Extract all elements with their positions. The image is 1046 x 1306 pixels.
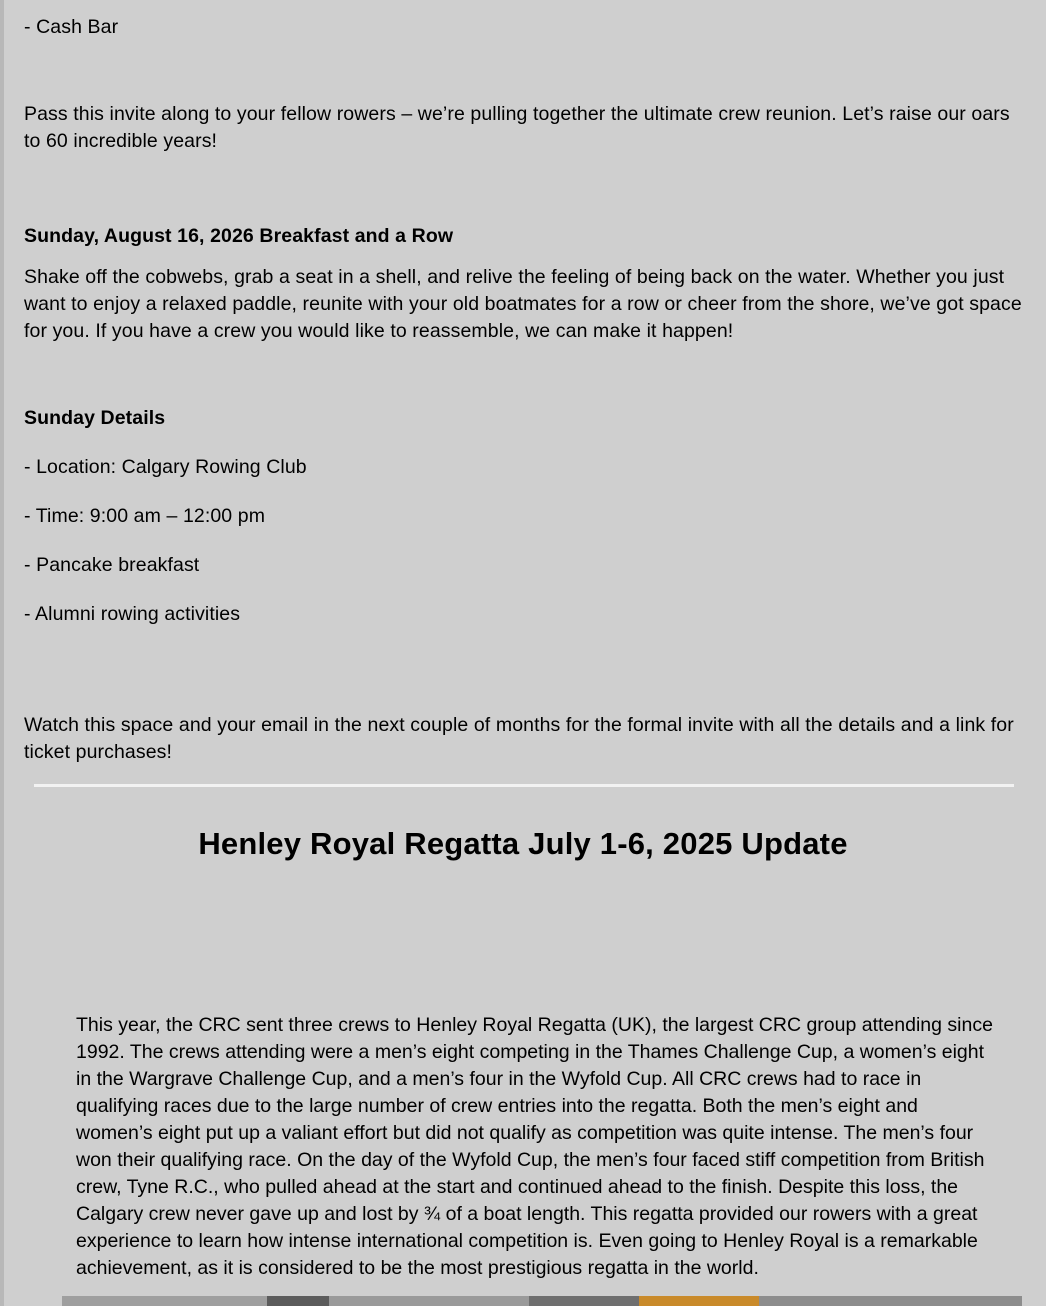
section-divider [34,784,1014,787]
detail-breakfast: - Pancake breakfast [24,554,200,576]
strip-segment-3 [329,1296,529,1306]
spacer-after-bullet-2 [24,87,1022,101]
cash-bar-bullet: - Cash Bar [24,16,119,38]
spacer-after-bullet [24,41,1022,87]
spacer-after-sunday-heading [24,250,1022,264]
spacer-detail-2 [24,530,1022,552]
spacer-after-sunday-paragraph-2 [24,391,1022,405]
detail-activities: - Alumni rowing activities [24,603,241,625]
spacer-after-details-heading [24,432,1022,454]
spacer-before-watch [24,628,1022,690]
regatta-section-title: Henley Royal Regatta July 1-6, 2025 Update [198,826,848,861]
sunday-heading: Sunday, August 16, 2026 Breakfast and a Row [24,225,454,247]
invite-paragraph: Pass this invite along to your fellow rowers – we’re pulling together the ultimate crew reunion. Let’s raise our oars to 60 incredible years! [24,103,1010,152]
strip-segment-2 [267,1296,329,1306]
sunday-details-heading: Sunday Details [24,407,166,429]
strip-segment-5 [639,1296,759,1306]
document-body [24,0,1022,766]
spacer-after-sunday-paragraph [24,345,1022,391]
strip-segment-4 [529,1296,639,1306]
watch-paragraph: Watch this space and your email in the next couple of months for the formal invite with all the details and a link for ticket purchases! [24,714,1014,763]
spacer-before-watch-2 [24,690,1022,712]
left-margin-rule [0,0,4,1306]
spacer-after-invite-2 [24,201,1022,223]
spacer-top [24,0,1022,14]
spacer-after-invite [24,155,1022,201]
strip-segment-6 [759,1296,1022,1306]
bottom-image-strip [62,1296,1022,1306]
strip-segment-1 [62,1296,267,1306]
spacer-detail-3 [24,579,1022,601]
regatta-article-text: This year, the CRC sent three crews to Henley Royal Regatta (UK), the largest CRC group attending since 1992. The crews attending were a men’s eight competing in the Thames Challenge Cup, a women’s eight in the Wargrave Challenge Cup, and a men’s four in the Wyfold Cup. All CRC crews had to race in qualifying races due to the large number of crew entries into the regatta. Both the men’s eight and women’s eight put up a valiant effort but did not qualify as competition was quite intense. The men’s four won their qualifying race. On the day of the Wyfold Cup, the men’s four faced stiff competition from British crew, Tyne R.C., who pulled ahead at the start and continued ahead to the finish. Despite this loss, the Calgary crew never gave up and lost by ¾ of a boat length. This regatta provided our rowers with a great experience to learn how intense international competition is. Even going to Henley Royal is a remarkable achievement, as it is considered to be the most prestigious regatta in the world. [76,1014,993,1279]
spacer-detail-1 [24,481,1022,503]
detail-time: - Time: 9:00 am – 12:00 pm [24,505,266,527]
detail-location: - Location: Calgary Rowing Club [24,456,307,478]
sunday-paragraph: Shake off the cobwebs, grab a seat in a shell, and relive the feeling of being back on the water. Whether you just want to enjoy a relaxed paddle, reunite with your old boatmates for a row or cheer from the shore, we’ve got space for you. If you have a crew you would like to reassemble, we can make it happen! [24,266,1022,342]
